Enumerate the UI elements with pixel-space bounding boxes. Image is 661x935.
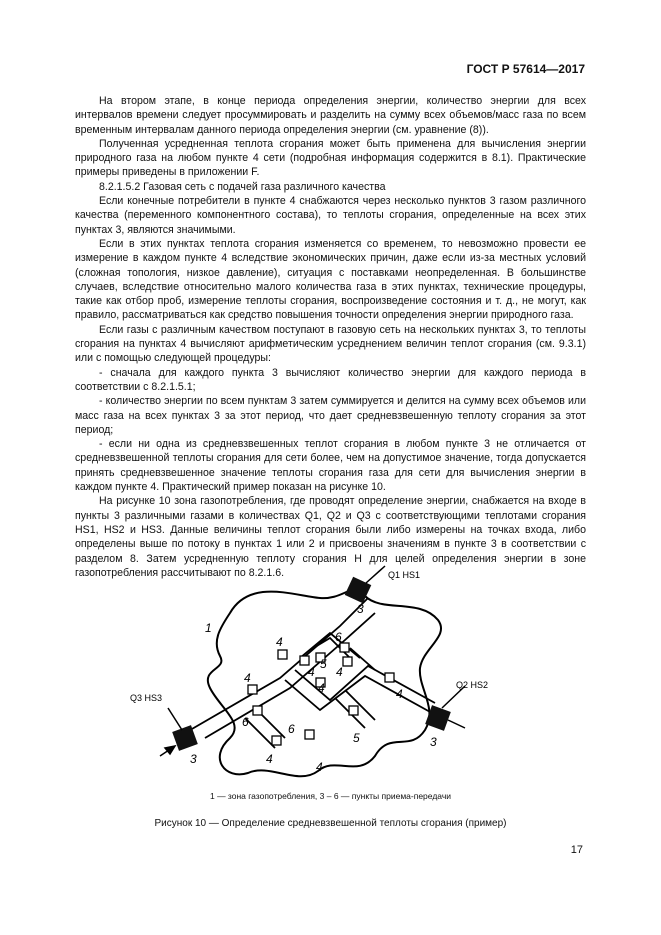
label-point6: 6 <box>242 715 249 729</box>
page-number: 17 <box>570 844 583 856</box>
paragraph: Если газы с различным качеством поступают в газовую сеть на нескольких пунктах 3, то теплоты сгорания на пунктах 4 вычисляют арифметическим усреднением величин теплот сгорания (см. 9.3.1) или с помощью следующей процедуры: <box>75 323 586 365</box>
label-point5: 5 <box>320 657 327 671</box>
paragraph: На рисунке 10 зона газопотребления, где проводят определение энергии, снабжается на входе в пункты 3 различными газами в количествах Q1, Q2 и Q3 с соответствующими теплотами сгорания HS1, HS2 и HS3. Данные величины теплот сгорания были либо измерены на точках входа, либо определены выше по потоку в пунктах 1 или 2 и присвоены значениям в пункте 3 в соответствии с разделом 8. Затем усредненную теплоту сгорания H для целей определения энергии в зоне газопотребления рассчитывают по 8.2.1.6. <box>75 495 586 579</box>
label-point3-left: 3 <box>190 752 197 766</box>
list-item: - сначала для каждого пункта 3 вычисляют количество энергии для каждого периода в соответствии с 8.2.1.5.1; <box>75 366 586 393</box>
label-q1-hs1: Q1 HS1 <box>388 570 421 580</box>
label-point4: 4 <box>244 671 251 685</box>
label-point4: 4 <box>396 687 403 701</box>
paragraph: На втором этапе, в конце периода определения энергии, количество энергии для всех интервалов времени следует просуммировать и разделить на сумму всех объемов/масс газа по всем временным интервалам данного периода определения энергии (см. уравнение (8)). <box>75 95 586 136</box>
label-point4: 4 <box>308 665 315 679</box>
label-point6: 6 <box>288 722 295 736</box>
section-heading: 8.2.1.5.2 Газовая сеть с подачей газа различного качества <box>99 180 386 193</box>
figure-legend: 1 — зона газопотребления, 3 – 6 — пункты приема-передачи <box>209 791 451 801</box>
label-point4: 4 <box>336 665 343 679</box>
label-point4: 4 <box>318 681 325 695</box>
label-point4: 4 <box>316 760 323 774</box>
label-point5: 5 <box>353 731 360 745</box>
label-q2-hs2: Q2 HS2 <box>456 680 489 690</box>
list-item: - если ни одна из средневзвешенных теплот сгорания в любом пункте 3 не отличается от средневзвешенной теплоты сгорания для сети более, чем на допустимое значение, тогда допускается принять средневзвешенное значение теплоты сгорания газа для сети для вычисления энергии в каждом пункте 4. Практический пример показан на рисунке 10. <box>75 438 586 494</box>
point-3-left <box>172 725 198 751</box>
paragraph: Полученная усредненная теплота сгорания может быть применена для вычисления энергии природного газа на любом пункте 4 сети (подробная информация содержится в 8.1). Практические примеры приведены в приложении F. <box>75 137 586 179</box>
label-point4: 4 <box>266 752 273 766</box>
label-zone: 1 <box>205 621 212 635</box>
figure-caption: Рисунок 10 — Определение средневзвешенной теплоты сгорания (пример) <box>154 818 507 829</box>
label-q3-hs3: Q3 HS3 <box>130 693 163 703</box>
body-text <box>75 94 586 580</box>
figure-network-diagram <box>120 558 540 788</box>
label-point3-top: 3 <box>357 602 364 616</box>
label-point4: 4 <box>276 635 283 649</box>
inflow-arrows <box>160 566 465 756</box>
label-point3-right: 3 <box>430 735 437 749</box>
standard-number: ГОСТ Р 57614—2017 <box>466 62 585 76</box>
paragraph: Если конечные потребители в пункте 4 снабжаются через несколько пунктов 3 газом различного качества (переменного компонентного состава), то теплоты сгорания, определенные на всех этих пунктах 3, являются значимыми. <box>75 195 586 236</box>
paragraph: Если в этих пунктах теплота сгорания изменяется со временем, то невозможно провести ее измерение в каждом пункте 4 вследствие экономических причин, даже если из-за местных условий (сложная топология, низкое давление), ситуация с поставками неопределенная. В большинстве случаев, вследствие относительно малого количества газа в этих пунктах, технические процедуры, такие как отбор проб, измерение теплоты сгорания, воспроизведение состояния и т. д., не могут, как правило, рассматриваться как средство повышения точности определения энергии природного газа. <box>75 237 586 322</box>
list-item: - количество энергии по всем пунктам 3 затем суммируется и делится на сумму всех объемов или масс газа на всех пунктах 3 за этот период, что дает средневзвешенную теплоту сгорания за этот период; <box>75 395 586 436</box>
label-point6: 6 <box>335 630 342 644</box>
